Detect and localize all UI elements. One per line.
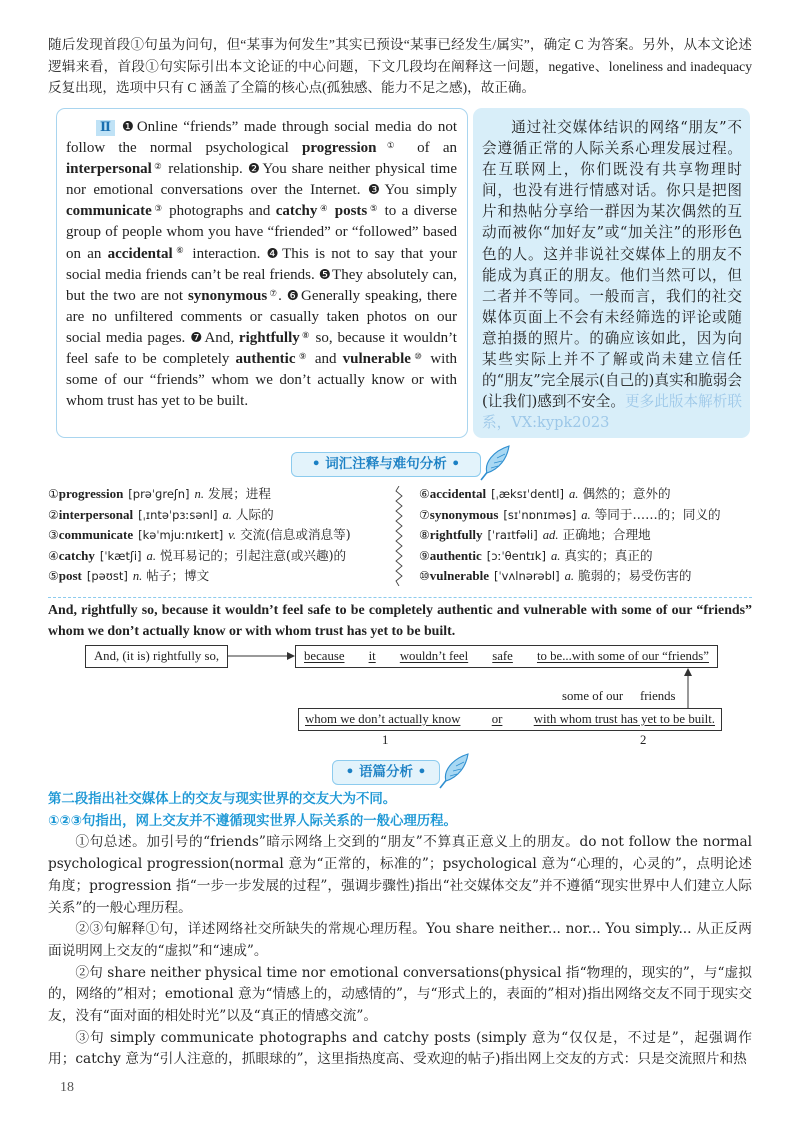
keyword: vulnerable [342, 351, 411, 368]
column-divider [394, 486, 404, 586]
vocab-meaning: 人际的 [235, 506, 274, 522]
vocab-phonetic: [ɔːˈθentɪk] [486, 548, 546, 563]
analysis-section [48, 789, 752, 1071]
keyword: rightfully [238, 329, 300, 346]
passage-text: and [308, 351, 343, 368]
vocab-phonetic: [ˈvʌlnərəbl] [494, 569, 560, 584]
sentence-number: ❶ [119, 119, 136, 135]
vocab-part-of-speech: ad. [542, 528, 559, 543]
difficult-sentence: And, rightfully so, because it wouldn’t feel safe to be completely authentic and vulnerable with some of our “friends” whom we don’t actually know or with whom trust has yet to be built. [48, 603, 752, 639]
attributive-clause-box [298, 708, 722, 731]
vocab-word: accidental [429, 486, 487, 501]
vocab-entry [48, 546, 393, 567]
reason-word-because: because [304, 649, 345, 663]
vocab-number: ⑩ [419, 569, 430, 584]
passage-text: Online “friends” made through social media do not follow the normal psychological [66, 119, 457, 157]
main-clause-box [85, 645, 228, 668]
vocab-word: catchy [58, 547, 95, 563]
vocab-list-right [419, 484, 754, 587]
passage-text: This is not to say that your social media friends can’t be real friends. [66, 245, 457, 283]
vocab-word: vulnerable [429, 568, 489, 584]
vocab-part-of-speech: a. [581, 507, 591, 522]
vocab-meaning: 脆弱的；易受伤害的 [578, 568, 692, 584]
vocab-entry [419, 525, 754, 546]
keyword: accidental [107, 245, 173, 262]
keyword: posts [334, 203, 368, 220]
vocab-part-of-speech: n. [194, 487, 204, 501]
keyword: progression [302, 140, 377, 157]
reason-clause-box [295, 645, 718, 668]
antecedent-word: friends [640, 689, 676, 703]
sentence-number: ❹ [266, 245, 282, 262]
footnote-marker: ④ [318, 203, 330, 214]
passage-text: with some of our “friends” whom we don’t actually know or with whom trust has yet to be built. [66, 351, 457, 410]
passage-text: You simply [384, 182, 458, 199]
passage-text: Generally speaking, there are no unfiltered comments or casually taken photos on our social media pages. [66, 287, 457, 346]
vocab-phonetic: [pəʊst] [86, 569, 128, 584]
passage-text: photographs and [163, 203, 276, 220]
footnote-marker: ③ [152, 203, 164, 214]
vocab-phonetic: [prəˈɡreʃn] [128, 487, 190, 501]
passage-text: . [278, 287, 287, 304]
modifier-arrow [682, 668, 694, 709]
vocab-number: ⑥ [419, 487, 430, 501]
passage-text: interaction. [186, 245, 267, 262]
analysis-paragraph: ③句 simply communicate photographs and catchy posts (simply 意为“仅仅是，不过是”，起强调作用；catchy 意为“引人注意的，抓眼球的”，这里指热度高、受欢迎的帖子)指出网上交友的方式：只是交流照片和热 [48, 1029, 752, 1068]
vocab-entry [419, 505, 754, 526]
vocab-number: ⑧ [419, 528, 430, 543]
footnote-marker: ⑥ [173, 245, 187, 256]
passage-text: of an [403, 140, 457, 157]
vocab-meaning: 悦耳易记的；引起注意(或兴趣)的 [159, 547, 347, 563]
footnote-marker: ② [152, 160, 164, 171]
page-number: 18 [60, 1080, 74, 1095]
reason-word-to-be: to be...with some of our “friends” [536, 649, 709, 663]
vocab-meaning: 偶然的；意外的 [582, 486, 671, 501]
vocab-number: ③ [48, 528, 59, 543]
sentence-number: ❷ [247, 161, 262, 178]
vocab-number: ② [48, 507, 59, 522]
passage-text: And, [204, 329, 239, 346]
vocab-list-left [48, 484, 393, 587]
vocab-entry [419, 546, 754, 567]
vocab-phonetic: [kəˈmjuːnɪkeɪt] [138, 528, 224, 543]
dashed-divider [48, 597, 752, 598]
vocab-entry [48, 566, 393, 587]
main-clause-text: And, (it is) rightfully so, [93, 649, 220, 663]
vocab-entry [48, 484, 393, 505]
sentence-number: ❼ [190, 329, 204, 346]
vocab-number: ⑤ [48, 569, 59, 584]
vocab-number: ⑨ [419, 548, 430, 563]
analysis-section-heading: • 语篇分析 • [332, 760, 440, 785]
vocab-word: post [58, 568, 82, 584]
sentence-number: ❸ [367, 182, 384, 199]
vocab-word: synonymous [429, 506, 499, 522]
vocab-entry [48, 525, 393, 546]
reason-word-it: it [368, 649, 376, 663]
sentence-number: ❻ [286, 287, 301, 304]
vocab-part-of-speech: a. [222, 507, 232, 522]
footnote-marker: ⑨ [296, 350, 309, 361]
vocab-part-of-speech: a. [550, 548, 561, 563]
vocab-phonetic: [ˈkætʃi] [99, 548, 142, 563]
clause-label-1: 1 [382, 733, 389, 747]
attributive-clause-2: with whom trust has yet to be built. [533, 712, 715, 726]
footnote-marker: ⑦ [268, 287, 279, 298]
keyword: authentic [235, 351, 296, 368]
vocab-entry [48, 505, 393, 526]
passage-text: so, because it wouldn’t feel safe to be completely [66, 329, 457, 368]
reason-word-wouldnt-feel: wouldn’t feel [399, 649, 469, 663]
antecedent-prefix: some of our [562, 689, 624, 703]
vocab-number: ① [48, 487, 59, 501]
watermark-text: 更多此版本解析联系，VX:kypk2023 [482, 393, 742, 432]
translation-text: 通过社交媒体结识的网络“朋友”不会遵循正常的人际关系心理发展过程。在互联网上，你们既没有共享物理时间，也没有进行情感对话。你只是把图片和热帖分享给一群因为某次偶然的互动而被你“加好友”或“加关注”的形形色色的人。这并非说社交媒体上的朋友不能成为真正的朋友。他们当然可以，但二者并不等同。一般而言，我们的社交媒体页面上不会有未经筛选的评论或随意拍摄的照片。的确应该如此，因为向某些实际上并不了解或尚未建立信任的“朋友”完全展示(自己的)真实和脆弱会(让我们)感到不安全。 [482, 119, 742, 411]
analysis-highlight: ①②③句指出，网上交友并不遵循现实世界人际关系的一般心理历程。 [48, 813, 457, 829]
clause-label-2: 2 [640, 733, 647, 747]
keyword: communicate [66, 203, 152, 220]
vocab-part-of-speech: a. [146, 548, 156, 563]
analysis-paragraph: ②句 share neither physical time nor emotional conversations(physical 指“物理的，现实的”，与“虚拟的，网络的”相对；emotional 意为“情感上的，动感情的”，与“形式上的，表面的”相对)指出网络交友不同于现实交友，没有“面对面的相处时光”以及“真正的情感交流”。 [48, 964, 752, 1025]
vocab-word: authentic [429, 547, 482, 563]
sentence-number: ❺ [318, 266, 332, 283]
vocab-phonetic: [ˈraɪtfəli] [487, 528, 538, 543]
footnote-marker: ⑧ [300, 329, 311, 340]
footnote-marker: ⑩ [411, 350, 425, 361]
analysis-highlight: 第二段指出社交媒体上的交友与现实世界的交友大为不同。 [48, 792, 397, 807]
intro-paragraph: 随后发现首段①句虽为问句，但“某事为何发生”其实已预设“某事已经发生/属实”，确定 C 为答案。另外，从本文论述逻辑来看，首段①句实际引出本文论证的中心问题，下文几段均在阐释这一问题，negative、loneliness and inadequacy 反复出现，选项中只有 C 涵盖了全篇的核心点(孤独感、能力不足之感)，故正确。 [48, 37, 752, 95]
vocab-meaning: 正确地；合理地 [562, 527, 651, 543]
feather-icon [437, 752, 471, 790]
footnote-marker: ⑤ [368, 203, 380, 214]
keyword: catchy [275, 203, 318, 220]
vocab-part-of-speech: v. [228, 528, 237, 543]
attributive-clause-1: whom we don’t actually know [305, 712, 461, 726]
vocab-word: interpersonal [58, 506, 134, 522]
vocab-meaning: 真实的；真正的 [564, 547, 653, 563]
vocab-word: communicate [58, 527, 134, 543]
reason-word-safe: safe [492, 649, 513, 663]
vocab-word: rightfully [429, 527, 483, 543]
keyword: interpersonal [66, 161, 152, 178]
vocab-meaning: 发展；进程 [208, 486, 271, 501]
vocab-word: progression [58, 486, 124, 501]
vocab-part-of-speech: a. [564, 569, 575, 584]
analysis-paragraph: ①句总述。加引号的“friends”暗示网络上交到的“朋友”不算真正意义上的朋友。do not follow the normal psychological progression(normal 意为“正常的，标准的”；psychological 意为“心理的，心灵的”，点明论述角度；progression 指“一步一步发展的过程”，强调步骤性)指出“社交媒体交友”并不遵循“现实世界中人们建立人际关系”的一般心理历程。 [48, 834, 752, 916]
vocab-entry [419, 484, 754, 505]
passage-text: to a diverse group of people whom you have “friended” or “followed” based on an [66, 203, 458, 262]
passage-text: You share neither physical time nor emotional conversations over the Internet. [66, 161, 457, 199]
passage-text: They absolutely can, but the two are not [66, 266, 457, 304]
passage-translation-box [473, 108, 750, 438]
vocab-number: ⑦ [419, 507, 430, 522]
vocab-part-of-speech: n. [132, 569, 143, 584]
vocab-number: ④ [48, 548, 59, 563]
analysis-paragraph: ②③句解释①句，详述网络社交所缺失的常规心理历程。You share neither... nor... You simply... 从正反两面说明网上交友的“虚拟”和“速成”。 [48, 921, 752, 959]
vocab-meaning: 帖子；博文 [146, 568, 210, 584]
vocab-phonetic: [ˌɪntəˈpɜːsənl] [138, 507, 218, 522]
feather-icon [478, 444, 512, 482]
conjunction-or: or [491, 712, 503, 726]
passage-english-box [56, 108, 468, 438]
vocab-phonetic: [sɪˈnɒnɪməs] [503, 507, 577, 522]
vocab-entry [419, 566, 754, 587]
passage-text: relationship. [163, 161, 248, 178]
paragraph-number-badge: Ⅱ [96, 120, 115, 136]
footnote-marker: ① [377, 139, 404, 150]
vocab-section-heading: • 词汇注释与难句分析 • [291, 452, 481, 477]
vocab-phonetic: [ˌæksɪˈdentl] [491, 487, 564, 501]
keyword: synonymous [187, 287, 268, 304]
vocab-meaning: 等同于……的；同义的 [594, 506, 721, 522]
vocab-meaning: 交流(信息或消息等) [240, 527, 351, 543]
vocab-part-of-speech: a. [568, 487, 579, 501]
connector-arrow [228, 650, 296, 662]
